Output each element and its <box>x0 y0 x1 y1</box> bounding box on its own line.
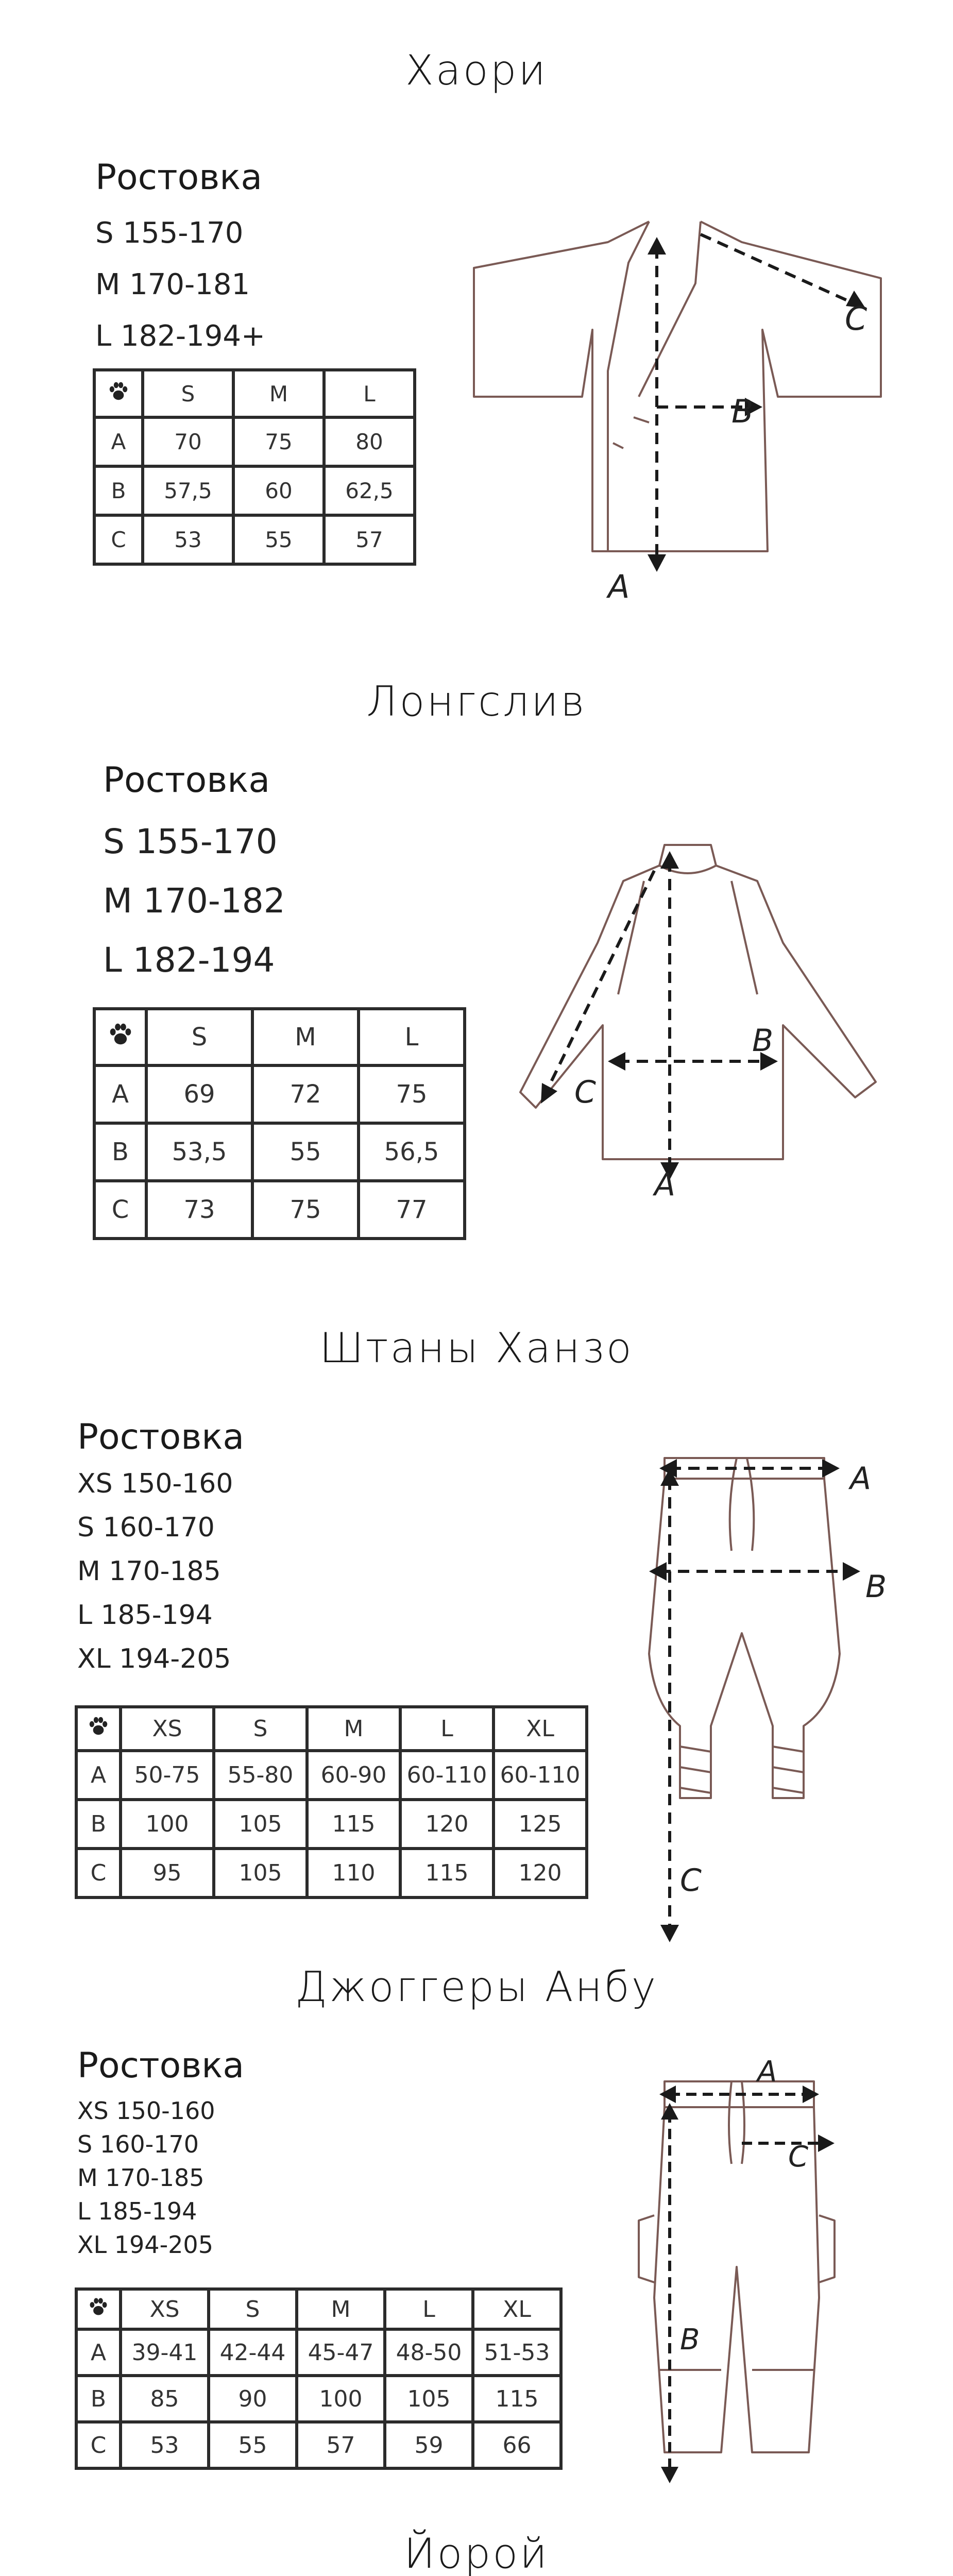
row-label: B <box>94 466 143 515</box>
size-range: L 185-194 <box>77 1600 213 1631</box>
table-cell: 115 <box>307 1800 400 1849</box>
diagram-label-b: B <box>731 393 754 430</box>
table-cell: 72 <box>252 1065 359 1123</box>
table-cell: 120 <box>400 1800 493 1849</box>
table-cell: 60-110 <box>400 1751 493 1800</box>
table-row <box>94 417 415 466</box>
table-header: L <box>324 370 415 417</box>
size-range: XL 194-205 <box>77 1643 231 1674</box>
row-label: A <box>94 1065 146 1123</box>
size-range: S 160-170 <box>77 2130 199 2158</box>
size-range: XL 194-205 <box>77 2231 213 2259</box>
table-cell: 115 <box>400 1849 493 1897</box>
section-haori <box>0 0 953 670</box>
diagram-label-b: B <box>752 1023 774 1059</box>
table-cell: 42-44 <box>209 2329 297 2376</box>
table-row <box>76 1751 587 1800</box>
table-header: S <box>214 1707 307 1751</box>
table-cell: 48-50 <box>385 2329 473 2376</box>
table-row <box>76 1849 587 1897</box>
table-row <box>76 1800 587 1849</box>
table-cell: 90 <box>209 2376 297 2422</box>
table-corner <box>76 1707 121 1751</box>
section-yoroi <box>0 2524 953 2576</box>
table-cell: 53 <box>121 2422 209 2468</box>
table-cell: 75 <box>359 1065 465 1123</box>
table-cell: 105 <box>214 1849 307 1897</box>
size-range: M 170-185 <box>77 2164 205 2192</box>
table-cell: 100 <box>297 2376 385 2422</box>
diagram-label-a: A <box>757 2055 777 2089</box>
section-title: Хаори <box>405 46 548 94</box>
table-header: S <box>143 370 233 417</box>
table-cell: 75 <box>233 417 324 466</box>
table-cell: 53 <box>143 515 233 564</box>
table-header: M <box>233 370 324 417</box>
section-anbu-joggers <box>0 1958 953 2524</box>
size-range: XS 150-160 <box>77 1468 233 1499</box>
table-cell: 53,5 <box>146 1123 252 1181</box>
longsleeve-diagram <box>515 840 886 1203</box>
row-label: A <box>94 417 143 466</box>
diagram-label-a: A <box>850 1461 872 1497</box>
table-cell: 55 <box>252 1123 359 1181</box>
size-table <box>93 368 416 566</box>
size-range: S 160-170 <box>77 1512 215 1543</box>
table-cell: 57,5 <box>143 466 233 515</box>
paw-icon <box>107 379 130 408</box>
diagram-label-a: A <box>608 568 630 605</box>
section-hanzo-pants <box>0 1314 953 1984</box>
table-row <box>94 1065 465 1123</box>
table-cell: 57 <box>297 2422 385 2468</box>
size-range: L 185-194 <box>77 2197 197 2225</box>
table-cell: 75 <box>252 1181 359 1239</box>
table-cell: 80 <box>324 417 415 466</box>
row-label: B <box>76 2376 121 2422</box>
section-title: Йорой <box>404 2530 549 2576</box>
table-row <box>94 1181 465 1239</box>
diagram-label-c: C <box>788 2140 809 2174</box>
table-cell: 77 <box>359 1181 465 1239</box>
diagram-label-b: B <box>680 2323 700 2357</box>
paw-icon <box>107 1020 134 1054</box>
table-cell: 110 <box>307 1849 400 1897</box>
size-range: L 182-194 <box>103 940 275 980</box>
sizing-label: Ростовка <box>103 760 270 801</box>
table-header: M <box>297 2289 385 2329</box>
row-label: C <box>76 2422 121 2468</box>
table-cell: 120 <box>493 1849 587 1897</box>
size-range: S 155-170 <box>95 216 244 250</box>
size-table <box>75 1705 588 1899</box>
hanzo-pants-diagram <box>639 1437 907 1963</box>
table-row <box>94 466 415 515</box>
paw-icon <box>87 1714 110 1743</box>
table-cell: 39-41 <box>121 2329 209 2376</box>
sizing-label: Ростовка <box>77 2045 245 2086</box>
size-table <box>93 1007 466 1240</box>
table-cell: 55 <box>233 515 324 564</box>
diagram-label-c: C <box>845 300 867 337</box>
table-cell: 60-110 <box>493 1751 587 1800</box>
table-header: XS <box>121 1707 214 1751</box>
table-header: M <box>307 1707 400 1751</box>
table-row <box>94 1123 465 1181</box>
size-range: M 170-181 <box>95 268 250 301</box>
sizing-label: Ростовка <box>95 157 263 198</box>
table-header: L <box>400 1707 493 1751</box>
table-row <box>94 515 415 564</box>
table-header: XL <box>493 1707 587 1751</box>
row-label: C <box>94 1181 146 1239</box>
diagram-label-c: C <box>680 1862 702 1899</box>
size-range: L 182-194+ <box>95 319 265 353</box>
table-cell: 57 <box>324 515 415 564</box>
section-longsleeve <box>0 670 953 1314</box>
size-range: S 155-170 <box>103 822 278 861</box>
section-title: Джоггеры Анбу <box>295 1963 658 2011</box>
table-header: XL <box>473 2289 561 2329</box>
diagram-label-b: B <box>865 1569 887 1605</box>
table-header: M <box>252 1009 359 1065</box>
table-cell: 73 <box>146 1181 252 1239</box>
diagram-label-c: C <box>574 1074 596 1110</box>
row-label: C <box>94 515 143 564</box>
row-label: A <box>76 1751 121 1800</box>
table-row <box>76 2376 561 2422</box>
table-cell: 95 <box>121 1849 214 1897</box>
table-cell: 60-90 <box>307 1751 400 1800</box>
table-cell: 125 <box>493 1800 587 1849</box>
table-cell: 51-53 <box>473 2329 561 2376</box>
row-label: B <box>94 1123 146 1181</box>
table-cell: 115 <box>473 2376 561 2422</box>
table-corner <box>94 370 143 417</box>
size-range: M 170-185 <box>77 1556 221 1587</box>
table-cell: 60 <box>233 466 324 515</box>
table-cell: 62,5 <box>324 466 415 515</box>
table-cell: 45-47 <box>297 2329 385 2376</box>
haori-diagram <box>453 201 896 603</box>
section-title: Штаны Ханзо <box>319 1324 634 1372</box>
table-header: S <box>209 2289 297 2329</box>
table-cell: 55-80 <box>214 1751 307 1800</box>
table-cell: 56,5 <box>359 1123 465 1181</box>
table-cell: 69 <box>146 1065 252 1123</box>
table-row <box>76 2329 561 2376</box>
table-cell: 55 <box>209 2422 297 2468</box>
size-range: XS 150-160 <box>77 2097 215 2125</box>
table-header: L <box>385 2289 473 2329</box>
row-label: A <box>76 2329 121 2376</box>
section-title: Лонгслив <box>366 677 587 725</box>
row-label: C <box>76 1849 121 1897</box>
table-cell: 50-75 <box>121 1751 214 1800</box>
size-range: M 170-182 <box>103 881 285 921</box>
paw-icon <box>87 2295 110 2324</box>
table-cell: 100 <box>121 1800 214 1849</box>
table-cell: 70 <box>143 417 233 466</box>
anbu-joggers-diagram <box>639 2055 876 2494</box>
table-cell: 59 <box>385 2422 473 2468</box>
table-header: XS <box>121 2289 209 2329</box>
table-header: L <box>359 1009 465 1065</box>
table-header: S <box>146 1009 252 1065</box>
table-corner <box>76 2289 121 2329</box>
size-table <box>75 2287 563 2470</box>
table-cell: 85 <box>121 2376 209 2422</box>
table-cell: 105 <box>385 2376 473 2422</box>
table-cell: 66 <box>473 2422 561 2468</box>
diagram-label-a: A <box>654 1167 676 1203</box>
sizing-label: Ростовка <box>77 1417 245 1458</box>
row-label: B <box>76 1800 121 1849</box>
table-cell: 105 <box>214 1800 307 1849</box>
table-corner <box>94 1009 146 1065</box>
table-row <box>76 2422 561 2468</box>
